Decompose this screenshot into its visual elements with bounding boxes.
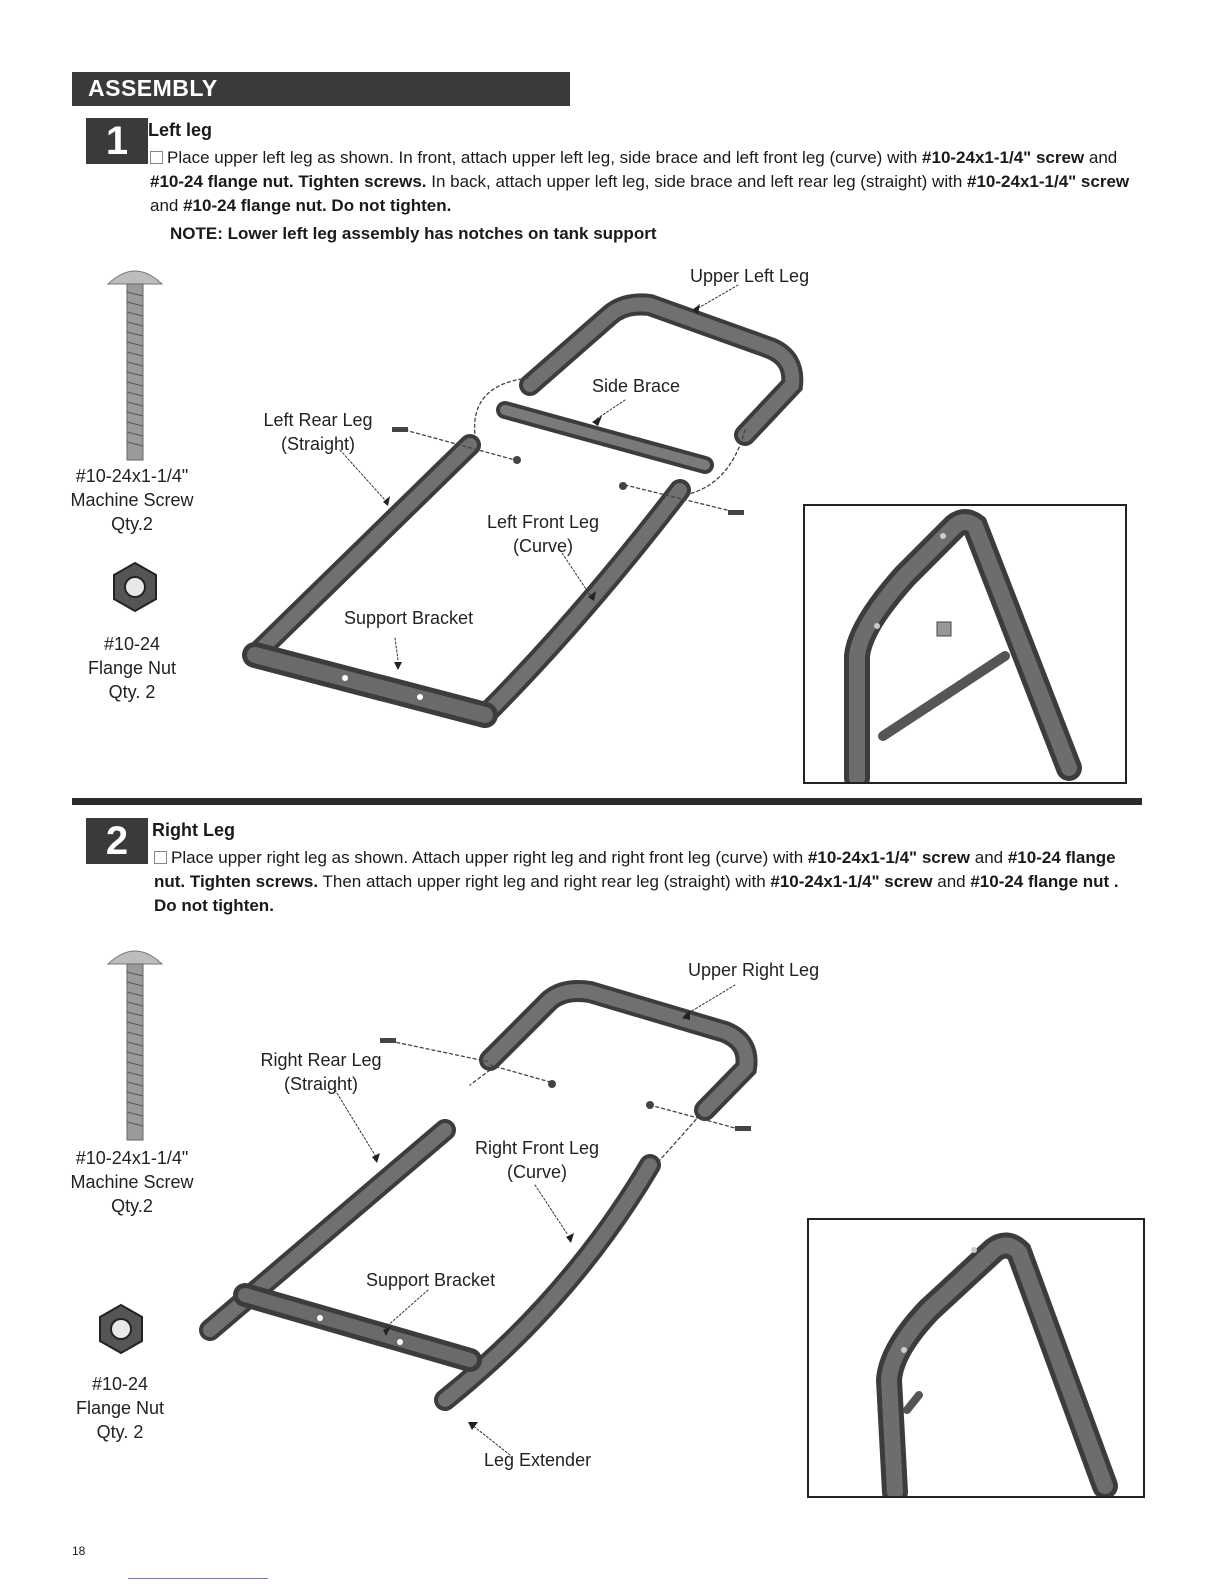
right-leg-assembly-drawing	[190, 960, 790, 1480]
step-2-detail-inset	[807, 1218, 1145, 1498]
callout-side-brace: Side Brace	[592, 376, 681, 396]
flange-nut-icon	[108, 560, 162, 614]
callout-right-rear-leg: Right Rear Leg (Straight)	[260, 1050, 382, 1094]
section-header-bar	[72, 72, 570, 106]
step-1-note: NOTE: Lower left leg assembly has notches on tank support	[170, 224, 657, 243]
callout-support-bracket: Support Bracket	[344, 608, 474, 628]
nut-label: #10-24 Flange Nut Qty. 2	[75, 1374, 165, 1442]
step-2-number: 2	[86, 818, 148, 864]
screw-label: #10-24x1-1/4" Machine Screw Qty.2	[70, 466, 194, 534]
callout-left-rear-leg: Left Rear Leg (Straight)	[263, 410, 373, 454]
step-1-detail-inset	[803, 504, 1127, 784]
callout-support-bracket: Support Bracket	[366, 1270, 496, 1290]
page-number: 18	[72, 1544, 86, 1558]
callout-upper-right-leg: Upper Right Leg	[688, 960, 820, 980]
section-divider	[72, 798, 1142, 805]
callout-upper-left-leg: Upper Left Leg	[690, 266, 810, 286]
callout-right-front-leg: Right Front Leg (Curve)	[474, 1138, 600, 1182]
step-1-title: Left leg	[148, 120, 213, 140]
checkbox-icon	[154, 851, 167, 864]
machine-screw-icon	[100, 942, 170, 1142]
machine-screw-icon	[100, 262, 170, 462]
step-2-instructions: Place upper right leg as shown. Attach upper right leg and right front leg (curve) with #10-24x1-1/4" screw and #10-24 flange nut. Tighten screws. Then attach upper right leg and right rear leg (straight) with #10-24x1-1/4" screw and #10-24 flange nut . Do not tighten.	[154, 848, 1119, 915]
screw-label: #10-24x1-1/4" Machine Screw Qty.2	[70, 1148, 194, 1216]
step-2-title: Right Leg	[152, 820, 235, 840]
flange-nut-icon	[94, 1302, 148, 1356]
callout-left-front-leg: Left Front Leg (Curve)	[486, 512, 600, 556]
nut-label: #10-24 Flange Nut Qty. 2	[87, 634, 177, 702]
step-1-instructions: Place upper left leg as shown. In front, attach upper left leg, side brace and left front leg (curve) with #10-24x1-1/4" screw and #10-24 flange nut. Tighten screws. In back, attach upper left leg, side brace and left rear leg (straight) with #10-24x1-1/4" screw and #10-24 flange nut. Do not tighten.	[150, 148, 1130, 215]
left-leg-detail-drawing	[805, 506, 1125, 782]
right-leg-detail-drawing	[809, 1220, 1143, 1496]
checkbox-icon	[150, 151, 163, 164]
section-title: ASSEMBLY	[88, 75, 218, 101]
footer-rule	[128, 1578, 268, 1579]
step-1-number: 1	[86, 118, 148, 164]
callout-leg-extender: Leg Extender	[484, 1450, 592, 1470]
